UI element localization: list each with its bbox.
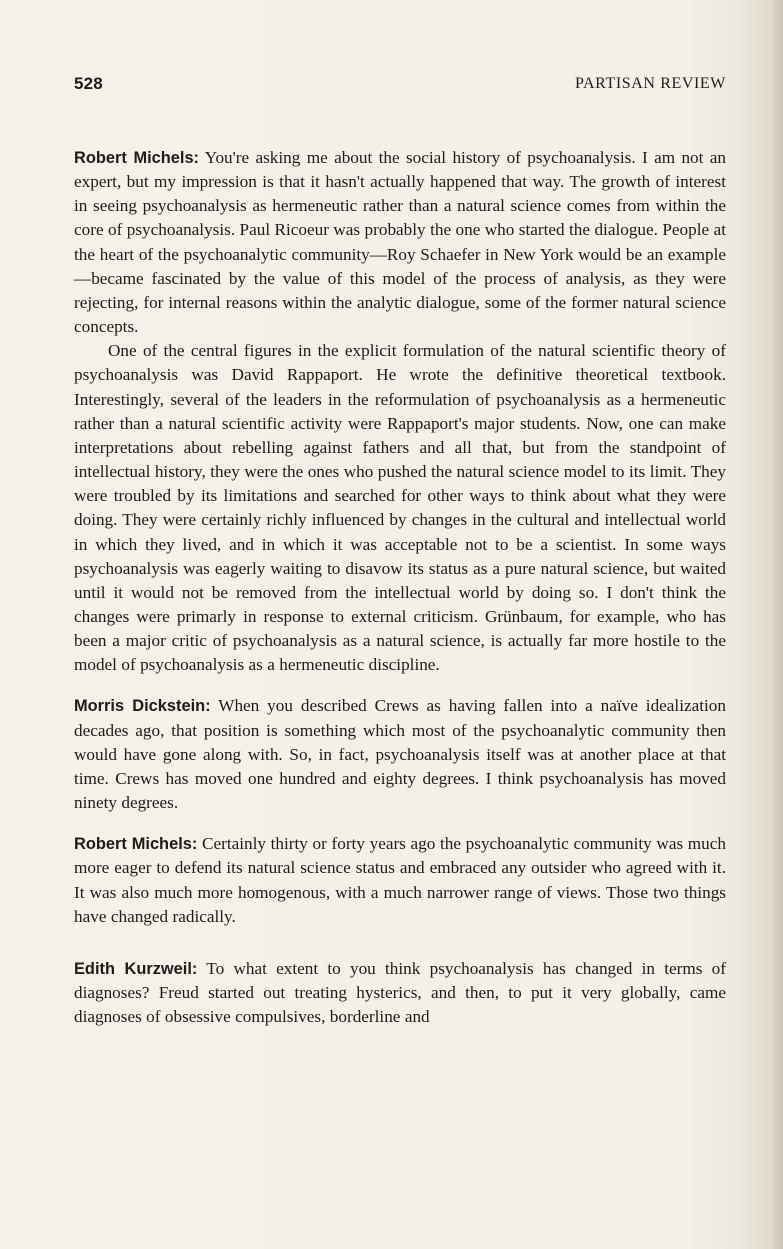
paragraph-dickstein [74, 694, 726, 815]
body-text [74, 146, 726, 1029]
paragraph-text: Certainly thirty or forty years ago the psychoanalytic community was much more eager to defend its natural science status and embraced any outsider who agreed with it. It was also much more homogenous, with a much narrower range of views. Those two things have changed radically. [74, 834, 726, 926]
speaker-name: Morris Dickstein: [74, 697, 211, 716]
paragraph-text: You're asking me about the social history of psychoanalysis. I am not an expert, but my impression is that it hasn't actually happened that way. The growth of interest in seeing psychoanalysis as hermeneutic rather than a natural science comes from within the core of psychoanalysis. Paul Ricoeur was probably the one who started the dialogue. People at the heart of the psychoanalytic community—Roy Schaefer in New York would be an example—became fascinated by the value of this model of the process of analysis, as they were rejecting, for internal reasons within the analytic dialogue, some of the former natural science concepts. [74, 148, 726, 337]
paragraph-text: One of the central figures in the explicit formulation of the natural scientific theory of psychoanalysis was David Rappaport. He wrote the definitive theoretical textbook. Interestingly, several of the leaders in the reformulation of psychoanalysis as a hermeneutic rather than a natural scientific activity were Rappaport's major students. Now, one can make interpretations about rebelling against fathers and all that, but from the standpoint of intellectual history, they were the ones who pushed the natural science model to its limit. They were troubled by its limitations and searched for other ways to think about what they were doing. They were certainly richly influenced by changes in the cultural and intellectual world in which they lived, and in which it was acceptable not to be a scientist. In some ways psychoanalysis was eagerly waiting to disavow its status as a pure natural science, but waited until it would not be removed from the intellectual world by doing so. I don't think the changes were primarly in response to external criticism. Grünbaum, for example, who has been a major critic of psychoanalysis as a natural science, is actually far more hostile to the model of psychoanalysis as a hermeneutic discipline. [74, 341, 726, 675]
paragraph-michels-2 [74, 339, 726, 677]
speaker-name: Robert Michels: [74, 835, 198, 854]
speaker-name: Edith Kurzweil: [74, 959, 198, 978]
running-head: PARTISAN REVIEW [574, 75, 726, 92]
paragraph-michels-1 [74, 146, 726, 339]
paragraph-text: To what extent to you think psychoanalysis has changed in terms of diagnoses? Freud started out treating hysterics, and then, to put it very globally, came diagnoses of obsessive compulsives, borderline and [74, 958, 726, 1027]
page-number: 528 [74, 74, 103, 93]
paragraph-kurzweil [74, 957, 726, 1029]
paragraph-michels-3 [74, 832, 726, 929]
speaker-name: Robert Michels: [74, 149, 200, 167]
page-edge-shadow [769, 0, 783, 1249]
paragraph-text: When you described Crews as having fallen into a naïve idealization decades ago, that position is something which most of the psychoanalytic community then would have gone along with. So, in fact, psychoanalysis itself was at another place at that time. Crews has moved one hundred and eighty degrees. I think psychoanalysis has moved ninety degrees. [74, 696, 726, 813]
page-header [74, 74, 726, 100]
